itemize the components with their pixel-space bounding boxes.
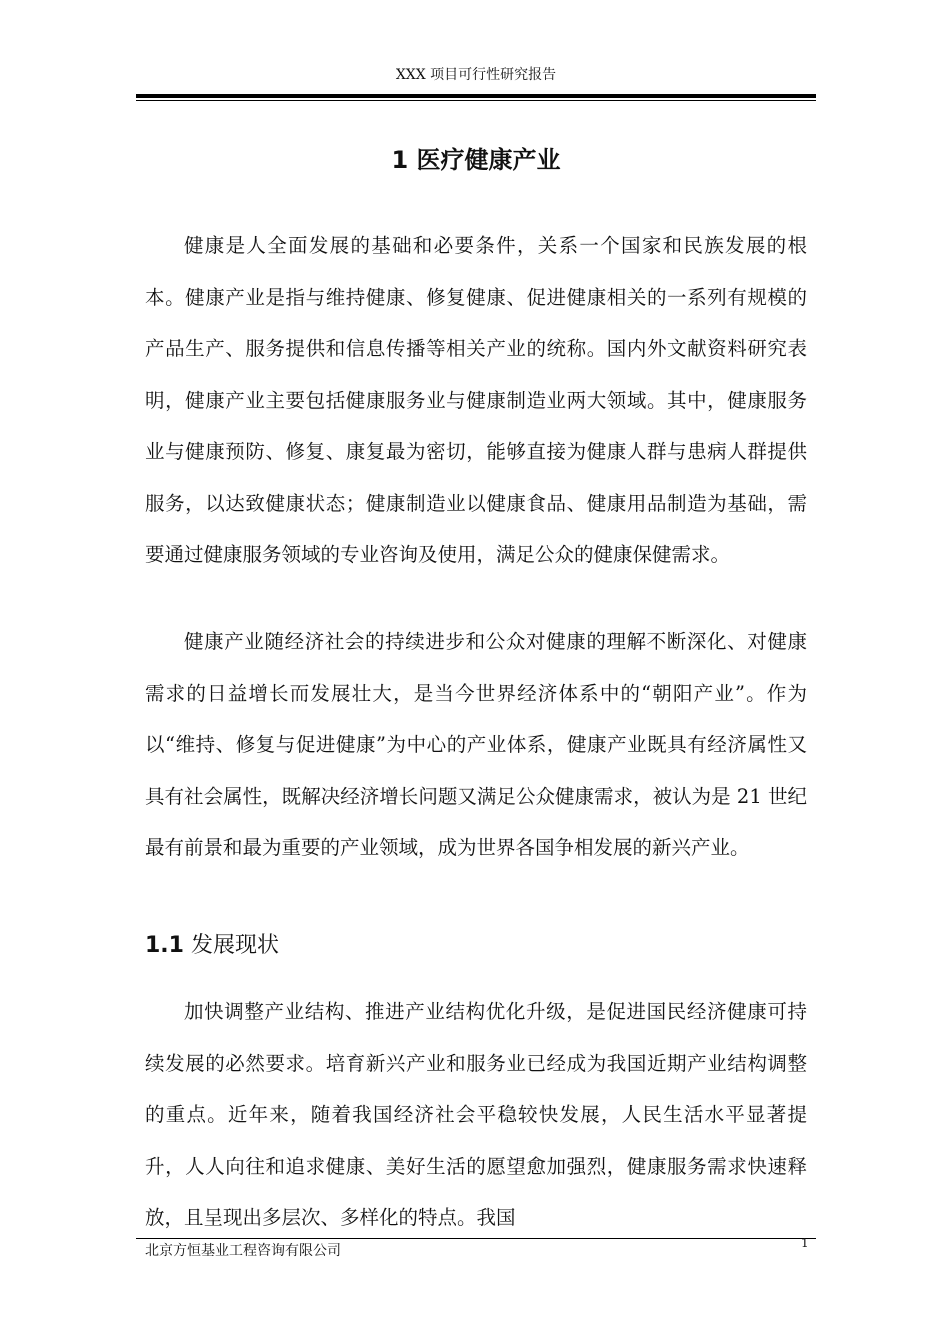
section-title: 发展现状 [190,933,279,958]
paragraph-3: 加快调整产业结构、推进产业结构优化升级，是促进国民经济健康可持续发展的必然要求。培育新兴产业和服务业已经成为我国近期产业结构调整的重点。近年来，随着我国经济社会平稳较快发展，人民生活水平显著提升，人人向往和追求健康、美好生活的愿望愈加强烈，健康服务需求快速释放，且呈现出多层次、多样化的特点。我国 [145,1000,807,1229]
running-header: XXX 项目可行性研究报告 [395,67,557,83]
header-rule-thick [136,94,816,98]
chapter-title: 1 医疗健康产业 [391,146,561,174]
section-number: 1.1 [145,933,184,958]
paragraph-2: 健康产业随经济社会的持续进步和公众对健康的理解不断深化、对健康需求的日益增长而发展壮大，是当今世界经济体系中的“朝阳产业”。作为以“维持、修复与促进健康”为中心的产业体系，健康产业既具有经济属性又具有社会属性，既解决经济增长问题又满足公众健康需求，被认为是 21 世纪最有前景和最为重要的产业领域，成为世界各国争相发展的新兴产业。 [145,630,807,859]
paragraph-1: 健康是人全面发展的基础和必要条件，关系一个国家和民族发展的根本。健康产业是指与维持健康、修复健康、促进健康相关的一系列有规模的产品生产、服务提供和信息传播等相关产业的统称。国内外文献资料研究表明，健康产业主要包括健康服务业与健康制造业两大领域。其中，健康服务业与健康预防、修复、康复最为密切，能够直接为健康人群与患病人群提供服务，以达致健康状态；健康制造业以健康食品、健康用品制造为基础，需要通过健康服务领域的专业咨询及使用，满足公众的健康保健需求。 [145,234,807,566]
footer-rule [136,1238,816,1239]
header-rule-thin [136,100,816,101]
page-number: 1 [801,1236,809,1250]
footer-company: 北京方恒基业工程咨询有限公司 [145,1243,341,1259]
section-heading [145,926,279,966]
